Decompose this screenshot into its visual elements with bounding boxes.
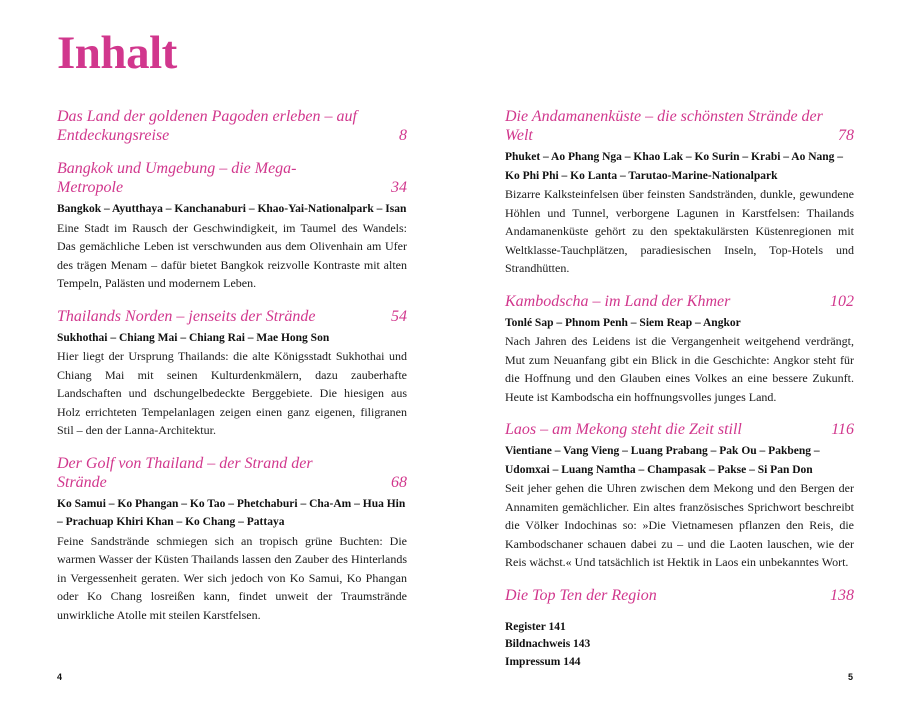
toc-entry-title: Bangkok und Umgebung – die Mega-Metropole — [57, 160, 297, 196]
appendix-item-impressum[interactable]: Impressum 144 — [505, 655, 581, 668]
toc-entry-page: 34 — [391, 179, 407, 196]
toc-entry[interactable] — [57, 159, 407, 293]
toc-entry-page: 78 — [838, 127, 854, 144]
toc-entry[interactable] — [505, 586, 854, 605]
toc-entry-places: Sukhothai – Chiang Mai – Chiang Rai – Mae Hong Son — [57, 331, 330, 344]
toc-entry-title: Die Andamanenküste – die schönsten Strände der Welt — [505, 108, 823, 144]
toc-entry-heading[interactable] — [505, 420, 854, 439]
page-title: Inhalt — [57, 27, 177, 79]
appendix-item-register[interactable]: Register 141 — [505, 620, 566, 633]
toc-entry-description: Bizarre Kalksteinfelsen über feinsten Sandstränden, dunkle, gewundene Höhlen und Tunnel, verborgene Lagunen in Karstfelsen: Thailands Andamanenküste gehört zu den spektakulärsten Küstenregionen mit Weltklasse-Tauchplätzen, paradiesischen Inseln, Top-Hotels und Strandhütten. — [505, 187, 854, 275]
toc-entry-places: Vientiane – Vang Vieng – Luang Prabang – Pak Ou – Pakbeng – Udomxai – Luang Namtha – Champasak – Pakse – Si Pan Don — [505, 445, 820, 476]
toc-entry-page: 54 — [391, 307, 407, 325]
toc-entry-heading[interactable] — [57, 454, 407, 492]
toc-entry-page: 102 — [830, 292, 854, 310]
toc-entry-page: 138 — [830, 586, 854, 604]
toc-entry-title: Laos – am Mekong steht die Zeit still — [505, 421, 742, 438]
toc-entry-title: Das Land der goldenen Pagoden erleben – auf Entdeckungsreise — [57, 108, 357, 144]
toc-entry[interactable] — [505, 107, 854, 278]
appendix-list — [505, 619, 854, 672]
toc-entry[interactable] — [505, 292, 854, 407]
toc-entry[interactable] — [57, 454, 407, 625]
toc-entry-description: Eine Stadt im Rausch der Geschwindigkeit, im Taumel des Wandels: Das gemächliche Leben ist verschwunden aus dem Olivenhain am Ufer des trägen Menam – dafür bietet Bangkok reizvolle Kontraste mit alten Tempeln, Palästen und modernem Leben. — [57, 220, 407, 290]
toc-entry-places: Ko Samui – Ko Phangan – Ko Tao – Phetchaburi – Cha-Am – Hua Hin – Prachuap Khiri Khan – Ko Chang – Pattaya — [57, 497, 406, 528]
toc-entry-description: Nach Jahren des Leidens ist die Vergangenheit weitgehend verdrängt, Mut zum Neuanfang gibt ein Blick in die Geschichte: Angkor steht für die Hoffnung und den Glauben eines Volkes an eine bessere Zukunft. Heute ist Kambodscha ein hoffnungsvolles junges Land. — [505, 334, 854, 404]
toc-entry[interactable] — [57, 107, 407, 145]
toc-entry-places: Tonlé Sap – Phnom Penh – Siem Reap – Angkor — [505, 316, 741, 329]
toc-entry-description: Hier liegt der Ursprung Thailands: die alte Königsstadt Sukhothai und Chiang Mai mit seinen Kulturdenkmälern, dazu zauberhafte Landschaften und dschungelbedeckte Berggebiete. Die hiesigen aus Holz errichteten Tempelanlagen zeigen einen ganz eigenen, filigranen Stil – den der Lanna-Architektur. — [57, 349, 407, 437]
toc-entry-description: Feine Sandstrände schmiegen sich an tropisch grüne Buchten: Die warmen Wasser der Küsten Thailands lassen den Zauber des Hinterlands in Vergessenheit geraten. Wer sich jedoch von Ko Samui, Ko Phangan oder Ko Chang losreißen kann, findet unweit der Traumstrände unwirkliche Atolle mit steilen Karstfelsen. — [57, 533, 407, 622]
toc-entry-page: 68 — [391, 473, 407, 491]
toc-entry-page: 116 — [831, 421, 854, 438]
page-number-left: 4 — [57, 672, 63, 682]
toc-right-column — [505, 107, 854, 671]
toc-left-column — [57, 107, 407, 638]
appendix-item-bildnachweis[interactable]: Bildnachweis 143 — [505, 638, 591, 650]
toc-entry-title: Thailands Norden – jenseits der Strände — [57, 307, 316, 325]
page-number-right: 5 — [848, 672, 854, 682]
toc-entry-places: Phuket – Ao Phang Nga – Khao Lak – Ko Surin – Krabi – Ao Nang – Ko Phi Phi – Ko Lanta – Tarutao-Marine-Nationalpark — [505, 151, 844, 182]
toc-entry-heading[interactable] — [505, 586, 854, 605]
toc-entry-description: Seit jeher gehen die Uhren zwischen dem Mekong und den Bergen der Annamiten gemächlicher. Ein altes französisches Sprichwort beschreibt die Völker Indochinas so: »Die Vietnamesen pflanzen den Reis, die Kambodschaner schauen dabei zu – und die Laoten lauschen, wie der Reis wächst.« Und tatsächlich ist Hektik in Laos ein unbekanntes Wort. — [505, 481, 854, 569]
toc-entry-places: Bangkok – Ayutthaya – Kanchanaburi – Khao-Yai-Nationalpark – Isan — [57, 203, 407, 215]
toc-entry-title: Kambodscha – im Land der Khmer — [505, 292, 731, 310]
toc-entry[interactable] — [57, 307, 407, 440]
toc-entry-title: Die Top Ten der Region — [505, 586, 657, 604]
toc-entry-heading[interactable] — [505, 292, 854, 311]
toc-entry-heading[interactable] — [57, 307, 407, 326]
toc-entry-page: 8 — [399, 127, 407, 144]
toc-entry[interactable] — [505, 420, 854, 572]
toc-entry-heading[interactable] — [57, 159, 407, 197]
toc-entry-heading[interactable] — [505, 107, 854, 145]
toc-entry-heading[interactable] — [57, 107, 407, 145]
toc-entry-title: Der Golf von Thailand – der Strand der Strände — [57, 454, 313, 491]
